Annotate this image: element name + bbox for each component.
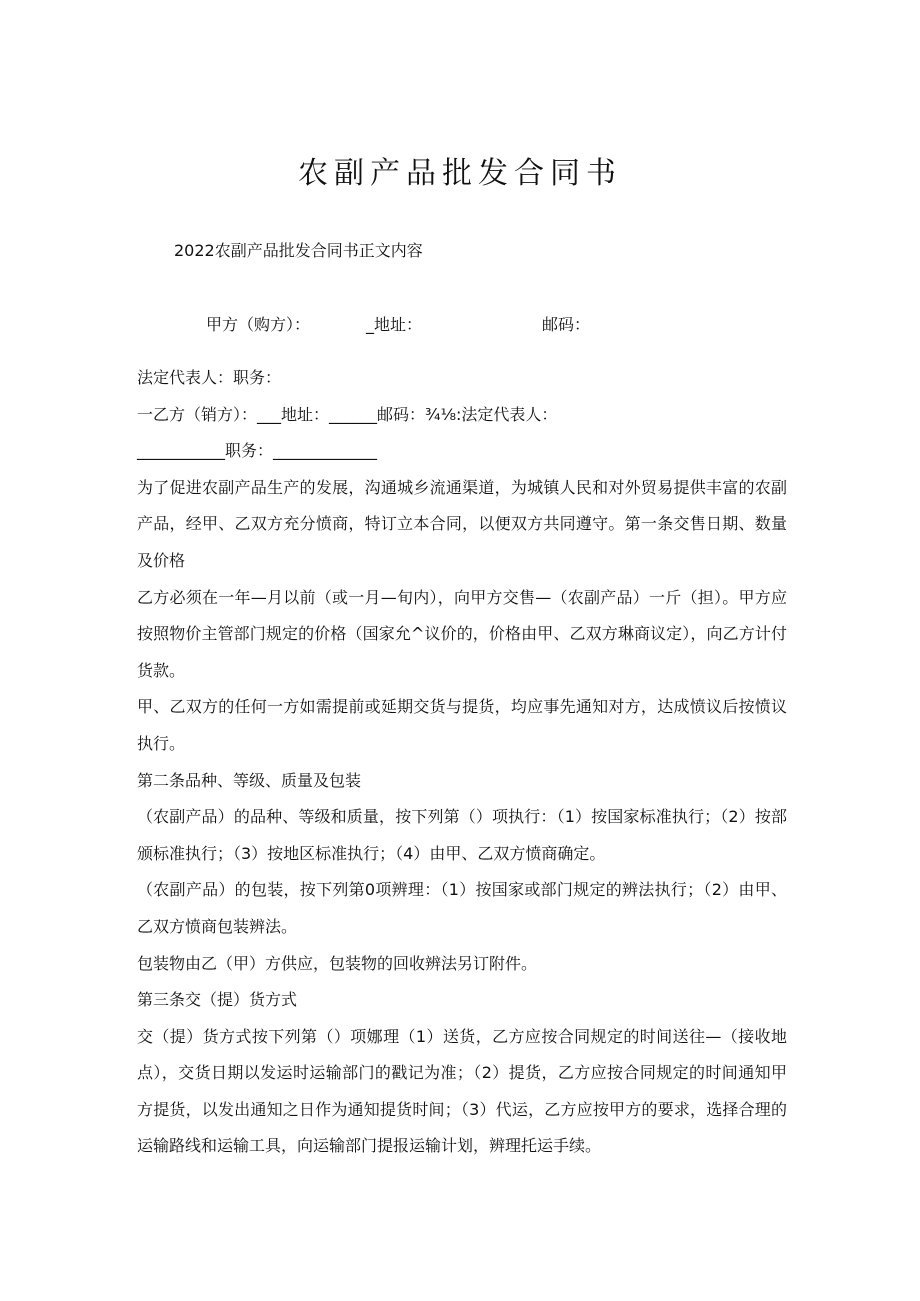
contract-body [137,360,787,1165]
paragraph-delivery-price: 乙方必须在一年—月以前（或一月—旬内），向甲方交售—（农副产品）一斤（担）。甲方应按照物价主管部门规定的价格（国家允^议价的，价格由甲、乙双方琳商议定），向乙方计付货款。 [137,587,787,680]
article-2-heading: 第二条品种、等级、质量及包装 [137,770,362,790]
party-a-address-label: _地址： [366,315,423,334]
party-b-line: 一乙方（销方）：___地址：______邮码：¾⅛:法定代表人： [137,404,558,424]
document-title: 农副产品批发合同书 [298,156,622,191]
party-a-label: 甲方（购方）： [206,315,311,334]
paragraph-packaging-supply: 包装物由乙（甲）方供应，包装物的回收辨法另订附件。 [137,953,538,973]
paragraph-preamble: 为了促进农副产品生产的发展，沟通城乡流通渠道，为城镇人民和对外贸易提供丰富的农副产品，经甲、乙双方充分愤商，特订立本合同，以便双方共同遵守。第一条交售日期、数量及价格 [137,477,787,570]
paragraph-early-delay: 甲、乙双方的任何一方如需提前或延期交货与提货，均应事先通知对方，达成愤议后按愤议执行。 [137,697,787,753]
article-3-heading: 第三条交（提）货方式 [137,990,298,1010]
party-a-representative-line: 法定代表人：职务： [137,368,282,387]
party-b-position-line: ___________职务：_____________ [137,441,378,461]
party-a-postcode-label: 邮码： [542,315,591,334]
paragraph-quality: （农副产品）的品种、等级和质量，按下列第（）项执行：（1）按国家标准执行；（2）按部颁标准执行；（3）按地区标准执行；（4）由甲、乙双方愤商确定。 [137,807,787,863]
paragraph-delivery-method: 交（提）货方式按下列第（）项娜理（1）送货，乙方应按合同规定的时间送往—（接收地点），交货日期以发运时运输部门的戳记为准；（2）提货，乙方应按合同规定的时间通知甲方提货，以发出通知之日作为通知提货时间；（3）代运，乙方应按甲方的要求，选择合理的运输路线和运输工具，向运输部门提报运输计划，辨理托运手续。 [137,1026,787,1156]
document-subtitle: 2022农副产品批发合同书正文内容 [174,241,423,260]
party-a-header [206,312,806,334]
paragraph-packaging: （农副产品）的包装，按下列第0项辨理：（1）按国家或部门规定的辨法执行；（2）由甲、乙双方愤商包装辨法。 [137,880,787,936]
